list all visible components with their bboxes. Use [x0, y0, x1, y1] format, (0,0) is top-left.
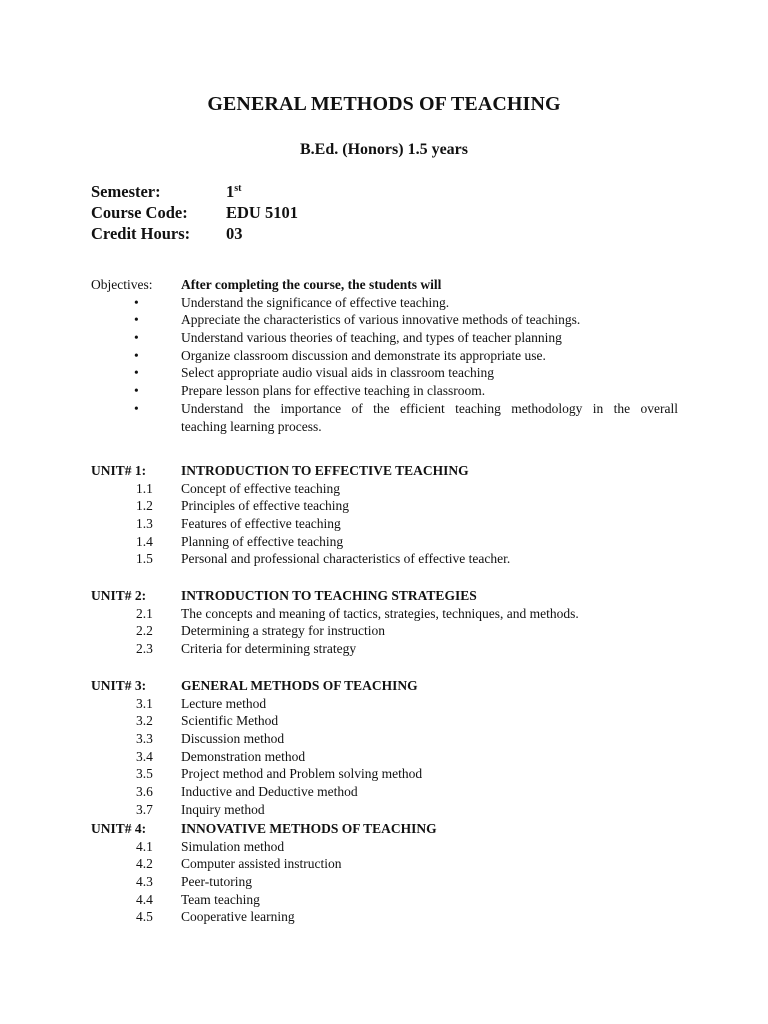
objective-item: • Understand the importance of the efficient teaching methodology in the overall	[134, 400, 678, 416]
unit-header	[91, 820, 681, 838]
page-title: GENERAL METHODS OF TEACHING	[207, 93, 561, 115]
unit-item	[91, 497, 681, 515]
item-number: 3.3	[136, 731, 153, 747]
item-text: Demonstration method	[181, 748, 306, 764]
unit-item	[91, 480, 681, 498]
objective-item: • Prepare lesson plans for effective teaching in classroom.	[134, 383, 486, 399]
unit-item	[91, 712, 681, 730]
unit-3-section	[91, 677, 681, 819]
item-number: 2.2	[136, 623, 153, 639]
course-code-value: EDU 5101	[226, 203, 298, 222]
item-text: Peer-tutoring	[181, 874, 252, 890]
objective-item: • Organize classroom discussion and demonstrate its appropriate use.	[134, 347, 546, 363]
item-number: 3.7	[136, 801, 153, 817]
unit-item	[91, 873, 681, 891]
unit-item	[91, 855, 681, 873]
unit-item	[91, 730, 681, 748]
unit-label: UNIT# 1:	[91, 463, 147, 478]
item-number: 3.4	[136, 748, 153, 764]
unit-label: UNIT# 4:	[91, 821, 147, 836]
item-text: Principles of effective teaching	[181, 498, 350, 514]
unit-item	[91, 515, 681, 533]
bullet-marker: •	[134, 294, 139, 310]
item-text: Inquiry method	[181, 801, 265, 817]
unit-title: GENERAL METHODS OF TEACHING	[181, 678, 418, 693]
unit-item	[91, 891, 681, 909]
item-number: 4.1	[136, 838, 153, 854]
unit-4-section	[91, 820, 681, 926]
item-number: 4.3	[136, 874, 153, 890]
unit-item	[91, 838, 681, 856]
item-text: Discussion method	[181, 731, 285, 747]
item-text: Scientific Method	[181, 713, 279, 729]
objective-item-continuation: teaching learning process.	[181, 418, 322, 434]
objectives-intro: After completing the course, the students will	[181, 277, 442, 292]
item-number: 4.5	[136, 909, 153, 925]
unit-title: INTRODUCTION TO TEACHING STRATEGIES	[181, 588, 477, 603]
item-number: 2.3	[136, 641, 153, 657]
item-text: Determining a strategy for instruction	[181, 623, 385, 639]
unit-title: INNOVATIVE METHODS OF TEACHING	[181, 821, 437, 836]
item-text: Inductive and Deductive method	[181, 784, 358, 800]
item-text: Personal and professional characteristics of effective teacher.	[181, 551, 511, 567]
item-number: 1.4	[136, 533, 153, 549]
unit-item	[91, 622, 681, 640]
item-text: Project method and Problem solving method	[181, 766, 423, 782]
unit-item	[91, 748, 681, 766]
semester-value: 1st	[226, 182, 242, 201]
unit-item	[91, 533, 681, 551]
bullet-marker: •	[134, 400, 139, 416]
unit-item	[91, 783, 681, 801]
unit-item	[91, 605, 681, 623]
credit-hours-value: 03	[226, 224, 243, 243]
objectives-label: Objectives:	[91, 277, 153, 292]
item-text: Features of effective teaching	[181, 516, 341, 532]
unit-header	[91, 587, 681, 605]
semester-label: Semester:	[91, 182, 161, 201]
unit-2-section	[91, 587, 681, 658]
unit-label: UNIT# 2:	[91, 588, 147, 603]
item-number: 1.3	[136, 516, 153, 532]
objectives-section	[91, 276, 681, 435]
item-text: Computer assisted instruction	[181, 856, 342, 872]
item-number: 1.2	[136, 498, 153, 514]
unit-header	[91, 677, 681, 695]
unit-item	[91, 640, 681, 658]
item-number: 3.2	[136, 713, 153, 729]
objectives-header	[91, 276, 681, 294]
unit-item	[91, 765, 681, 783]
objective-item: • Understand the significance of effective teaching.	[134, 294, 450, 310]
item-number: 3.5	[136, 766, 153, 782]
item-text: Concept of effective teaching	[181, 480, 341, 496]
course-code-label: Course Code:	[91, 203, 188, 222]
item-text: Lecture method	[181, 695, 267, 711]
item-text: Simulation method	[181, 838, 285, 854]
item-number: 4.2	[136, 856, 153, 872]
item-text: Cooperative learning	[181, 909, 295, 925]
objective-item: • Understand various theories of teaching, and types of teacher planning	[134, 330, 562, 346]
semester-suffix: st	[234, 183, 242, 194]
item-text: Criteria for determining strategy	[181, 641, 357, 657]
unit-1-section	[91, 462, 681, 568]
item-number: 3.6	[136, 784, 153, 800]
item-number: 1.5	[136, 551, 153, 567]
unit-title: INTRODUCTION TO EFFECTIVE TEACHING	[181, 463, 469, 478]
item-number: 4.4	[136, 891, 153, 907]
unit-item	[91, 550, 681, 568]
bullet-marker: •	[134, 383, 139, 399]
bullet-marker: •	[134, 347, 139, 363]
unit-item	[91, 695, 681, 713]
item-number: 3.1	[136, 695, 153, 711]
unit-label: UNIT# 3:	[91, 678, 147, 693]
item-text: Team teaching	[181, 891, 260, 907]
item-number: 1.1	[136, 480, 153, 496]
unit-item	[91, 801, 681, 819]
page-subtitle: B.Ed. (Honors) 1.5 years	[300, 141, 468, 158]
unit-header	[91, 462, 681, 480]
item-text: Planning of effective teaching	[181, 533, 344, 549]
item-number: 2.1	[136, 605, 153, 621]
item-text: The concepts and meaning of tactics, strategies, techniques, and methods.	[181, 605, 579, 621]
objective-item: • Appreciate the characteristics of various innovative methods of teachings.	[134, 312, 581, 328]
credit-hours-label: Credit Hours:	[91, 224, 191, 243]
bullet-marker: •	[134, 365, 139, 381]
objective-item: • Select appropriate audio visual aids in classroom teaching	[134, 365, 495, 381]
bullet-marker: •	[134, 330, 139, 346]
unit-item	[91, 908, 681, 926]
bullet-marker: •	[134, 312, 139, 328]
